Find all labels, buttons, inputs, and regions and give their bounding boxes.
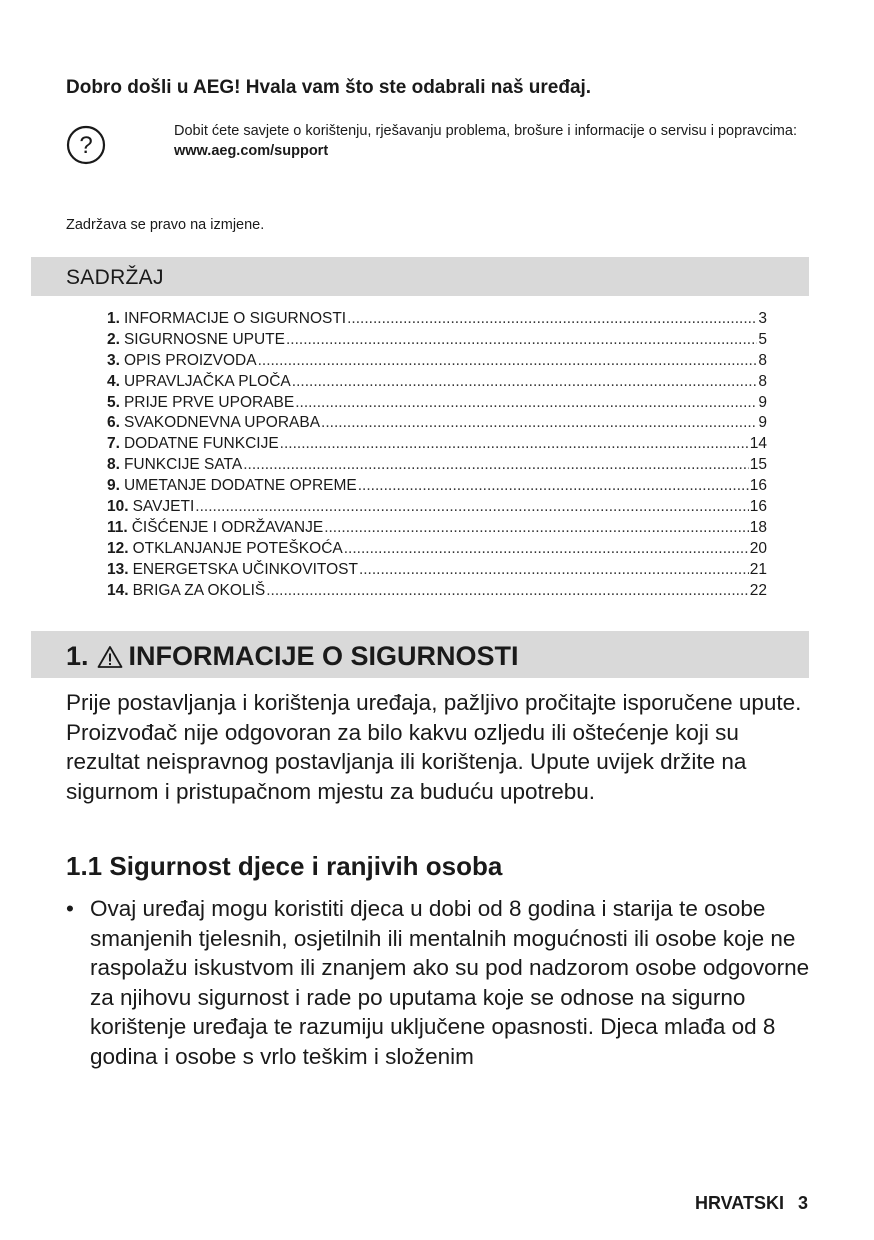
- toc-item[interactable]: [107, 413, 767, 434]
- toc-item-page: 22: [749, 581, 767, 599]
- toc-item[interactable]: [107, 476, 767, 497]
- toc-item-page: 9: [758, 414, 767, 432]
- toc-item-leader: [266, 581, 749, 602]
- toc-item-label: FUNKCIJE SATA: [123, 456, 243, 474]
- toc-item-number: 14.: [107, 581, 129, 599]
- toc-item-leader: [292, 372, 758, 393]
- toc-item[interactable]: [107, 309, 767, 330]
- toc-item-page: 21: [749, 560, 767, 578]
- toc-item-label: UMETANJE DODATNE OPREME: [123, 477, 357, 495]
- toc-item-number: 13.: [107, 560, 129, 578]
- toc-item-number: 5.: [107, 393, 120, 411]
- table-of-contents: [107, 309, 767, 601]
- bullet-mark: •: [66, 896, 74, 921]
- toc-item-page: 15: [749, 456, 767, 474]
- toc-item-leader: [280, 434, 749, 455]
- toc-item[interactable]: [107, 497, 767, 518]
- toc-item-page: 9: [758, 393, 767, 411]
- toc-item-number: 7.: [107, 435, 120, 453]
- toc-item-number: 9.: [107, 477, 120, 495]
- question-circle-icon: [66, 125, 106, 165]
- section-title: [66, 641, 519, 672]
- toc-item-label: BRIGA ZA OKOLIŠ: [132, 581, 266, 599]
- toc-item-number: 1.: [107, 310, 120, 327]
- support-url[interactable]: www.aeg.com/support: [174, 143, 329, 159]
- toc-item-number: 6.: [107, 414, 120, 432]
- toc-item[interactable]: [107, 393, 767, 414]
- welcome-heading: Dobro došli u AEG! Hvala vam što ste odabrali naš uređaj.: [66, 77, 592, 98]
- toc-item-page: 18: [749, 518, 767, 536]
- toc-item-label: SVAKODNEVNA UPORABA: [123, 414, 321, 432]
- toc-item[interactable]: [107, 434, 767, 455]
- toc-item[interactable]: [107, 351, 767, 372]
- toc-item-leader: [344, 539, 749, 560]
- toc-item[interactable]: [107, 372, 767, 393]
- section-intro-paragraph: Prije postavljanja i korištenja uređaja, pažljivo pročitajte isporučene upute. Proizvođač nije odgovoran za bilo kakvu ozljedu ili oštećenje koji su rezultat neispravnog postavljanja ili korištenja. Upute uvijek držite na sigurnom i pristupačnom mjestu za buduću upotrebu.: [66, 690, 802, 804]
- toc-item-number: 3.: [107, 351, 120, 369]
- toc-header-bar: [31, 257, 809, 296]
- toc-item-label: ENERGETSKA UČINKOVITOST: [132, 560, 358, 578]
- toc-item[interactable]: [107, 581, 767, 602]
- toc-item-number: 10.: [107, 498, 129, 516]
- toc-item[interactable]: [107, 539, 767, 560]
- toc-item-number: 11.: [107, 518, 128, 536]
- toc-item-leader: [295, 393, 757, 414]
- toc-item-page: 20: [749, 539, 767, 557]
- toc-title: SADRŽAJ: [66, 266, 164, 289]
- toc-item-leader: [243, 455, 749, 476]
- toc-item-label: UPRAVLJAČKA PLOČA: [123, 372, 291, 390]
- toc-item-leader: [195, 497, 748, 518]
- toc-item-leader: [258, 351, 758, 372]
- toc-item-leader: [359, 560, 749, 581]
- page-footer: [695, 1193, 808, 1214]
- toc-item-leader: [347, 309, 757, 330]
- toc-item-label: DODATNE FUNKCIJE: [123, 435, 279, 453]
- footer-language: HRVATSKI: [694, 1193, 784, 1213]
- support-info: [174, 121, 814, 161]
- toc-item-label: PRIJE PRVE UPORABE: [123, 393, 295, 411]
- svg-text:?: ?: [79, 132, 93, 159]
- toc-item-number: 2.: [107, 330, 120, 348]
- subsection-title: 1.1 Sigurnost djece i ranjivih osoba: [66, 851, 503, 881]
- bullet-text: Ovaj uređaj mogu koristiti djeca u dobi od 8 godina i starija te osobe smanjenih tjelesnih, osjetilnih ili mentalnih mogućnosti ili osobe koje ne raspolažu iskustvom ili znanjem ako su pod nadzorom osobe odgovorne za njihovu sigurnost i rade po uputama koje se odnose na sigurno korištenje uređaja te razumiju uključene opasnosti. Djeca mlađa od 8 godina i osobe s vrlo teškim i složenim: [90, 896, 810, 1069]
- toc-item-page: 3: [758, 310, 767, 327]
- toc-item-label: OTKLANJANJE POTEŠKOĆA: [132, 539, 343, 557]
- toc-item[interactable]: [107, 330, 767, 351]
- section-title-text: INFORMACIJE O SIGURNOSTI: [128, 641, 519, 671]
- section-number: 1.: [66, 641, 89, 671]
- toc-item[interactable]: [107, 560, 767, 581]
- toc-item-number: 12.: [107, 539, 129, 557]
- toc-item-label: INFORMACIJE O SIGURNOSTI: [123, 310, 347, 327]
- toc-item-page: 8: [758, 372, 767, 390]
- toc-item-label: SAVJETI: [132, 498, 195, 516]
- toc-item-page: 8: [758, 351, 767, 369]
- toc-item-label: OPIS PROIZVODA: [123, 351, 257, 369]
- toc-item-page: 14: [749, 435, 767, 453]
- toc-item-leader: [358, 476, 749, 497]
- toc-item[interactable]: [107, 518, 767, 539]
- toc-item-leader: [324, 518, 749, 539]
- reserve-rights-note: Zadržava se pravo na izmjene.: [66, 217, 265, 233]
- footer-page-number: 3: [797, 1193, 808, 1213]
- toc-item-leader: [286, 330, 757, 351]
- toc-item-label: ČIŠĆENJE I ODRŽAVANJE: [131, 518, 324, 536]
- toc-item-page: 16: [749, 498, 767, 516]
- toc-item[interactable]: [107, 455, 767, 476]
- section-header-bar: [31, 631, 809, 678]
- toc-item-number: 8.: [107, 456, 120, 474]
- toc-item-label: SIGURNOSNE UPUTE: [123, 330, 285, 348]
- toc-item-page: 16: [749, 477, 767, 495]
- toc-item-page: 5: [758, 330, 767, 348]
- toc-item-leader: [321, 413, 757, 434]
- support-text: Dobit ćete savjete o korištenju, rješavanju problema, brošure i informacije o servisu i popravcima:: [174, 123, 797, 139]
- toc-item-number: 4.: [107, 372, 120, 390]
- warning-triangle-icon: [97, 645, 123, 669]
